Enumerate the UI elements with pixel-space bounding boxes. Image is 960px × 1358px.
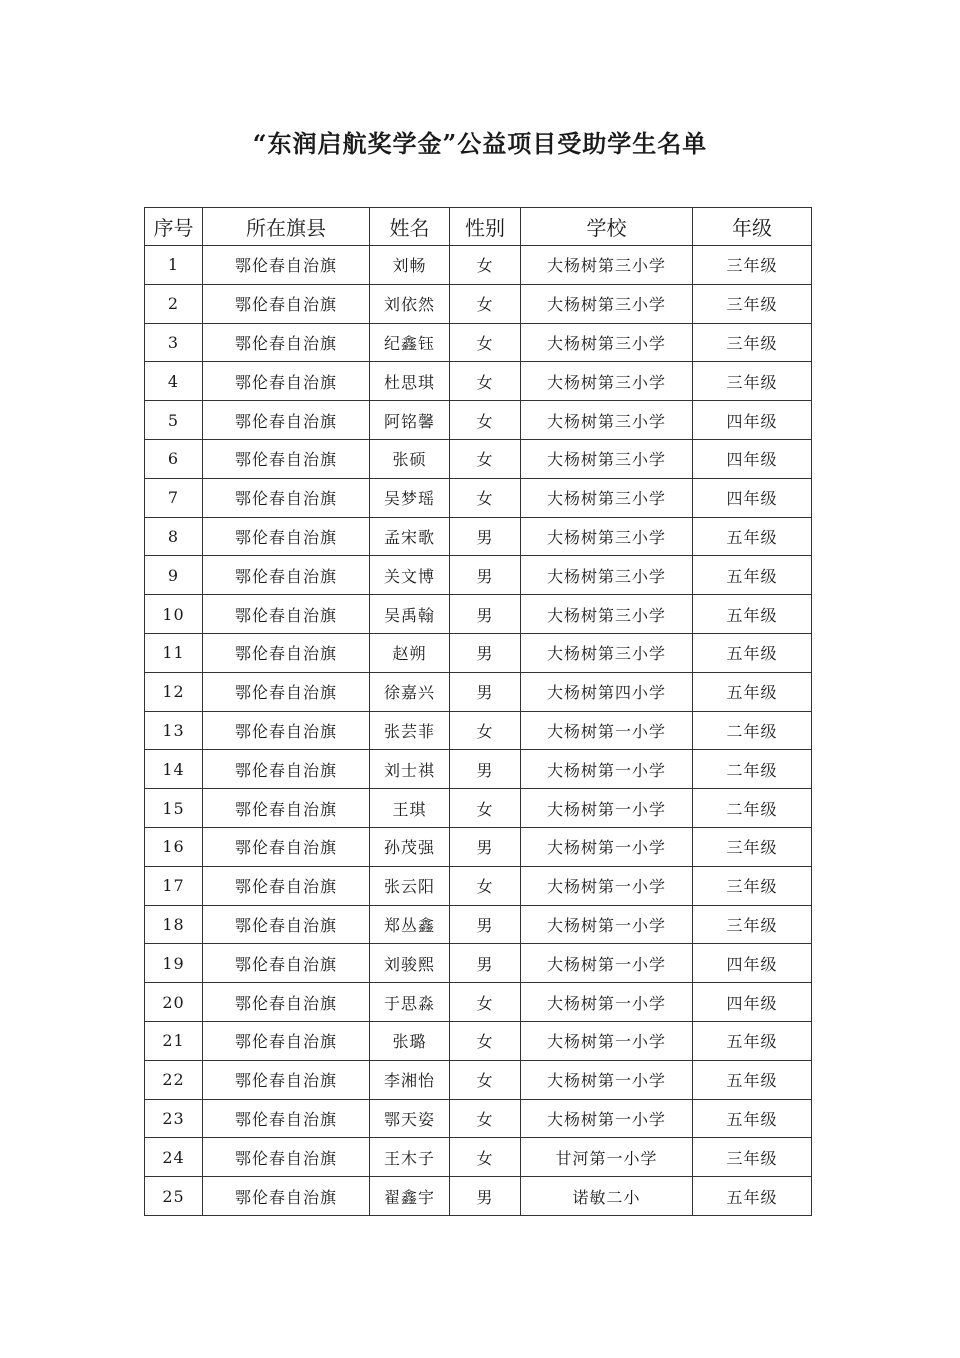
- cell-gender: 女: [450, 284, 521, 323]
- table-row: [145, 750, 812, 789]
- header-row: [145, 208, 812, 246]
- table-row: [145, 905, 812, 944]
- cell-county: 鄂伦春自治旗: [203, 905, 370, 944]
- cell-grade: 三年级: [693, 1138, 812, 1177]
- cell-seq: 1: [145, 246, 203, 285]
- cell-grade: 五年级: [693, 1021, 812, 1060]
- cell-school: 大杨树第三小学: [521, 246, 693, 285]
- cell-seq: 14: [145, 750, 203, 789]
- cell-name: 王琪: [370, 789, 450, 828]
- table-row: [145, 401, 812, 440]
- cell-name: 张云阳: [370, 866, 450, 905]
- table-row: [145, 1060, 812, 1099]
- cell-gender: 男: [450, 827, 521, 866]
- cell-seq: 16: [145, 827, 203, 866]
- cell-name: 刘骏熙: [370, 944, 450, 983]
- cell-county: 鄂伦春自治旗: [203, 362, 370, 401]
- table-row: [145, 246, 812, 285]
- cell-name: 纪鑫钰: [370, 323, 450, 362]
- cell-seq: 8: [145, 517, 203, 556]
- cell-gender: 女: [450, 1138, 521, 1177]
- cell-gender: 女: [450, 1021, 521, 1060]
- cell-gender: 女: [450, 1060, 521, 1099]
- cell-grade: 三年级: [693, 905, 812, 944]
- cell-grade: 五年级: [693, 1177, 812, 1216]
- cell-gender: 男: [450, 633, 521, 672]
- cell-seq: 22: [145, 1060, 203, 1099]
- table-row: [145, 866, 812, 905]
- cell-county: 鄂伦春自治旗: [203, 983, 370, 1022]
- cell-school: 大杨树第一小学: [521, 866, 693, 905]
- cell-gender: 女: [450, 711, 521, 750]
- cell-county: 鄂伦春自治旗: [203, 556, 370, 595]
- cell-county: 鄂伦春自治旗: [203, 1099, 370, 1138]
- cell-grade: 四年级: [693, 478, 812, 517]
- cell-grade: 二年级: [693, 711, 812, 750]
- cell-name: 杜思琪: [370, 362, 450, 401]
- table-row: [145, 672, 812, 711]
- cell-county: 鄂伦春自治旗: [203, 246, 370, 285]
- cell-school: 大杨树第三小学: [521, 323, 693, 362]
- cell-name: 鄂天姿: [370, 1099, 450, 1138]
- cell-school: 大杨树第一小学: [521, 789, 693, 828]
- cell-name: 吴梦瑶: [370, 478, 450, 517]
- document-title: “东润启航奖学金”公益项目受助学生名单: [252, 129, 708, 158]
- table-row: [145, 1138, 812, 1177]
- table-row: [145, 789, 812, 828]
- cell-grade: 三年级: [693, 284, 812, 323]
- cell-name: 李湘怡: [370, 1060, 450, 1099]
- cell-county: 鄂伦春自治旗: [203, 1138, 370, 1177]
- cell-name: 王木子: [370, 1138, 450, 1177]
- cell-seq: 21: [145, 1021, 203, 1060]
- table-body: [145, 246, 812, 1216]
- cell-grade: 五年级: [693, 595, 812, 634]
- table-row: [145, 439, 812, 478]
- cell-grade: 三年级: [693, 323, 812, 362]
- cell-county: 鄂伦春自治旗: [203, 633, 370, 672]
- cell-grade: 四年级: [693, 401, 812, 440]
- cell-gender: 男: [450, 595, 521, 634]
- cell-name: 吴禹翰: [370, 595, 450, 634]
- cell-school: 大杨树第三小学: [521, 439, 693, 478]
- cell-name: 刘畅: [370, 246, 450, 285]
- cell-school: 大杨树第三小学: [521, 595, 693, 634]
- header-seq: 序号: [145, 208, 203, 246]
- cell-grade: 五年级: [693, 1060, 812, 1099]
- cell-seq: 23: [145, 1099, 203, 1138]
- cell-county: 鄂伦春自治旗: [203, 789, 370, 828]
- cell-county: 鄂伦春自治旗: [203, 672, 370, 711]
- table-row: [145, 517, 812, 556]
- cell-county: 鄂伦春自治旗: [203, 323, 370, 362]
- cell-grade: 三年级: [693, 362, 812, 401]
- cell-grade: 三年级: [693, 827, 812, 866]
- cell-grade: 四年级: [693, 439, 812, 478]
- table-row: [145, 323, 812, 362]
- cell-gender: 男: [450, 517, 521, 556]
- cell-grade: 二年级: [693, 789, 812, 828]
- cell-school: 大杨树第一小学: [521, 944, 693, 983]
- cell-seq: 20: [145, 983, 203, 1022]
- cell-county: 鄂伦春自治旗: [203, 439, 370, 478]
- cell-school: 诺敏二小: [521, 1177, 693, 1216]
- cell-grade: 五年级: [693, 556, 812, 595]
- table-row: [145, 595, 812, 634]
- cell-name: 张芸菲: [370, 711, 450, 750]
- cell-county: 鄂伦春自治旗: [203, 284, 370, 323]
- cell-name: 刘依然: [370, 284, 450, 323]
- cell-school: 大杨树第一小学: [521, 1021, 693, 1060]
- cell-grade: 五年级: [693, 1099, 812, 1138]
- table-row: [145, 478, 812, 517]
- header-gender: 性别: [450, 208, 521, 246]
- cell-gender: 男: [450, 556, 521, 595]
- cell-county: 鄂伦春自治旗: [203, 944, 370, 983]
- cell-name: 孙茂强: [370, 827, 450, 866]
- table-row: [145, 284, 812, 323]
- cell-seq: 13: [145, 711, 203, 750]
- cell-seq: 3: [145, 323, 203, 362]
- cell-gender: 男: [450, 672, 521, 711]
- cell-seq: 11: [145, 633, 203, 672]
- table-row: [145, 827, 812, 866]
- cell-seq: 5: [145, 401, 203, 440]
- cell-gender: 女: [450, 323, 521, 362]
- cell-grade: 四年级: [693, 983, 812, 1022]
- cell-school: 大杨树第三小学: [521, 362, 693, 401]
- table-header: [145, 208, 812, 246]
- cell-seq: 17: [145, 866, 203, 905]
- cell-county: 鄂伦春自治旗: [203, 750, 370, 789]
- cell-school: 大杨树第一小学: [521, 983, 693, 1022]
- cell-name: 张璐: [370, 1021, 450, 1060]
- cell-school: 大杨树第三小学: [521, 478, 693, 517]
- cell-county: 鄂伦春自治旗: [203, 517, 370, 556]
- cell-gender: 女: [450, 362, 521, 401]
- cell-school: 大杨树第三小学: [521, 517, 693, 556]
- cell-county: 鄂伦春自治旗: [203, 866, 370, 905]
- cell-grade: 三年级: [693, 866, 812, 905]
- table-row: [145, 633, 812, 672]
- cell-seq: 7: [145, 478, 203, 517]
- cell-seq: 25: [145, 1177, 203, 1216]
- cell-seq: 19: [145, 944, 203, 983]
- cell-school: 大杨树第一小学: [521, 750, 693, 789]
- cell-gender: 女: [450, 401, 521, 440]
- cell-seq: 6: [145, 439, 203, 478]
- cell-gender: 女: [450, 439, 521, 478]
- cell-gender: 男: [450, 750, 521, 789]
- table-row: [145, 983, 812, 1022]
- table-row: [145, 711, 812, 750]
- cell-school: 大杨树第一小学: [521, 827, 693, 866]
- cell-county: 鄂伦春自治旗: [203, 1060, 370, 1099]
- cell-name: 孟宋歌: [370, 517, 450, 556]
- table-row: [145, 1099, 812, 1138]
- cell-gender: 男: [450, 905, 521, 944]
- cell-gender: 女: [450, 1099, 521, 1138]
- cell-school: 大杨树第一小学: [521, 711, 693, 750]
- cell-name: 于思淼: [370, 983, 450, 1022]
- cell-grade: 四年级: [693, 944, 812, 983]
- cell-name: 郑丛鑫: [370, 905, 450, 944]
- cell-seq: 18: [145, 905, 203, 944]
- cell-seq: 24: [145, 1138, 203, 1177]
- cell-name: 徐嘉兴: [370, 672, 450, 711]
- cell-name: 阿铭馨: [370, 401, 450, 440]
- cell-school: 大杨树第三小学: [521, 401, 693, 440]
- header-name: 姓名: [370, 208, 450, 246]
- cell-county: 鄂伦春自治旗: [203, 401, 370, 440]
- table-row: [145, 362, 812, 401]
- student-roster-table: [144, 207, 812, 1216]
- cell-school: 大杨树第一小学: [521, 1099, 693, 1138]
- cell-name: 翟鑫宇: [370, 1177, 450, 1216]
- cell-grade: 五年级: [693, 672, 812, 711]
- cell-county: 鄂伦春自治旗: [203, 827, 370, 866]
- cell-school: 甘河第一小学: [521, 1138, 693, 1177]
- cell-name: 张硕: [370, 439, 450, 478]
- cell-grade: 三年级: [693, 246, 812, 285]
- cell-seq: 15: [145, 789, 203, 828]
- cell-name: 关文博: [370, 556, 450, 595]
- cell-county: 鄂伦春自治旗: [203, 1177, 370, 1216]
- header-school: 学校: [521, 208, 693, 246]
- table-row: [145, 1177, 812, 1216]
- cell-gender: 女: [450, 866, 521, 905]
- cell-name: 赵朔: [370, 633, 450, 672]
- cell-county: 鄂伦春自治旗: [203, 1021, 370, 1060]
- table-row: [145, 556, 812, 595]
- cell-seq: 10: [145, 595, 203, 634]
- cell-grade: 二年级: [693, 750, 812, 789]
- cell-county: 鄂伦春自治旗: [203, 478, 370, 517]
- table-row: [145, 1021, 812, 1060]
- header-county: 所在旗县: [203, 208, 370, 246]
- cell-seq: 2: [145, 284, 203, 323]
- cell-county: 鄂伦春自治旗: [203, 595, 370, 634]
- cell-school: 大杨树第三小学: [521, 633, 693, 672]
- cell-school: 大杨树第三小学: [521, 556, 693, 595]
- header-grade: 年级: [693, 208, 812, 246]
- cell-gender: 男: [450, 944, 521, 983]
- cell-gender: 女: [450, 246, 521, 285]
- table-row: [145, 944, 812, 983]
- cell-seq: 4: [145, 362, 203, 401]
- cell-school: 大杨树第一小学: [521, 1060, 693, 1099]
- cell-gender: 女: [450, 478, 521, 517]
- cell-school: 大杨树第三小学: [521, 284, 693, 323]
- cell-seq: 12: [145, 672, 203, 711]
- cell-school: 大杨树第四小学: [521, 672, 693, 711]
- cell-grade: 五年级: [693, 633, 812, 672]
- cell-name: 刘士祺: [370, 750, 450, 789]
- cell-seq: 9: [145, 556, 203, 595]
- cell-school: 大杨树第一小学: [521, 905, 693, 944]
- cell-gender: 女: [450, 983, 521, 1022]
- cell-gender: 女: [450, 789, 521, 828]
- cell-grade: 五年级: [693, 517, 812, 556]
- cell-county: 鄂伦春自治旗: [203, 711, 370, 750]
- cell-gender: 男: [450, 1177, 521, 1216]
